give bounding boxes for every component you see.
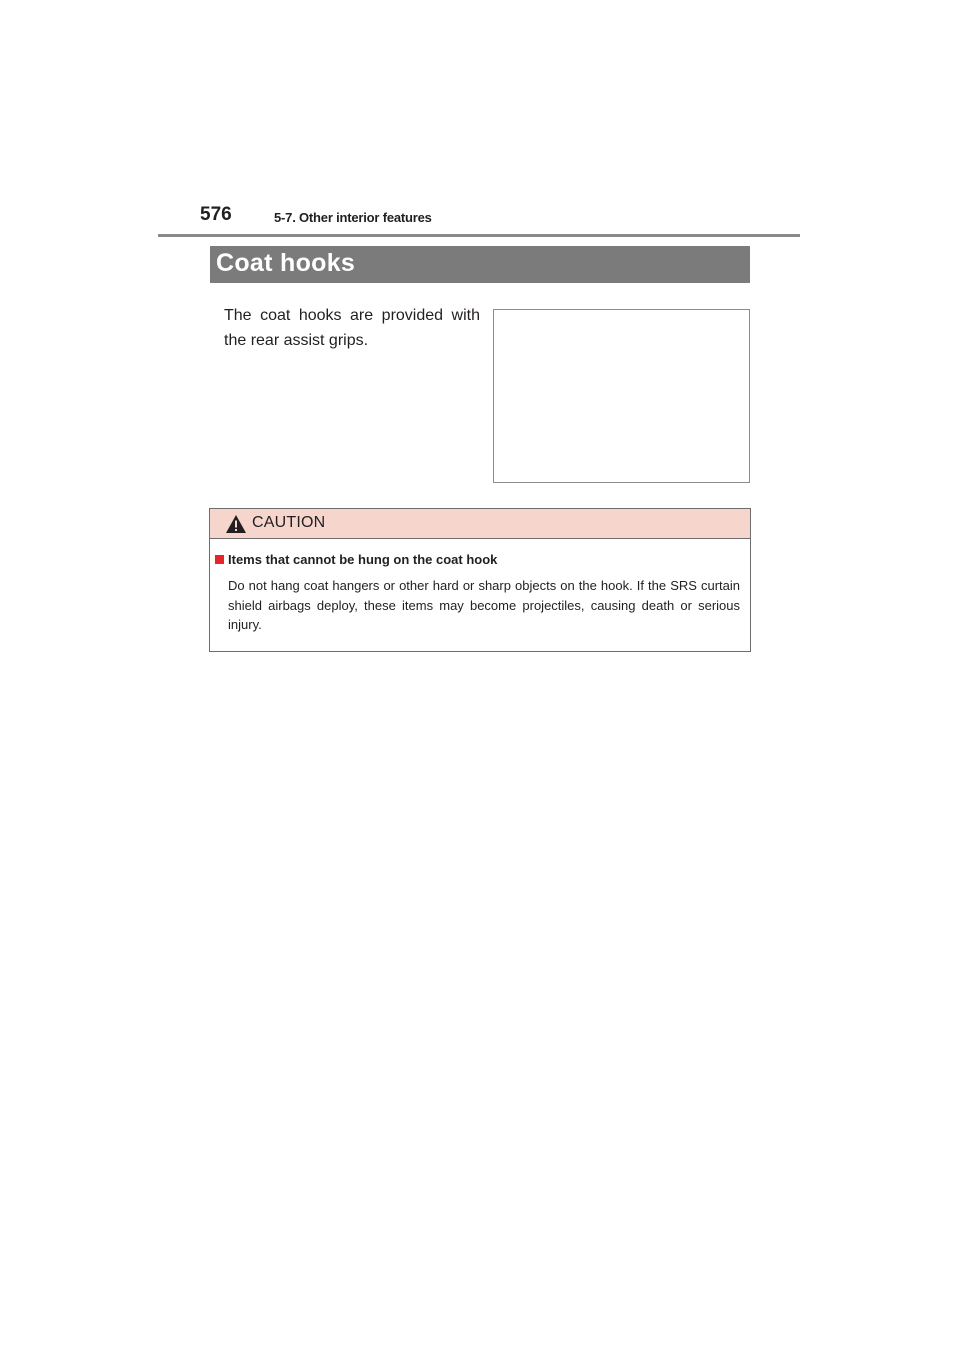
caution-header <box>210 509 750 539</box>
caution-label: CAUTION <box>252 514 326 531</box>
caution-heading-row <box>215 552 497 567</box>
page-header <box>158 200 800 237</box>
title-bar <box>210 246 750 283</box>
page-number: 576 <box>200 204 232 225</box>
caution-body: Do not hang coat hangers or other hard or sharp objects on the hook. If the SRS curtain shield airbags deploy, these items may become projectiles, causing death or serious injury. <box>228 578 740 632</box>
intro-text: The coat hooks are provided with the rear assist grips. <box>224 307 480 349</box>
section-title: 5-7. Other interior features <box>274 210 432 225</box>
illustration-frame <box>493 309 750 483</box>
bullet-square-icon <box>215 555 224 564</box>
caution-heading: Items that cannot be hung on the coat hook <box>228 552 498 567</box>
warning-triangle-icon <box>225 514 247 534</box>
page-title: Coat hooks <box>216 249 356 277</box>
caution-box <box>209 508 751 652</box>
